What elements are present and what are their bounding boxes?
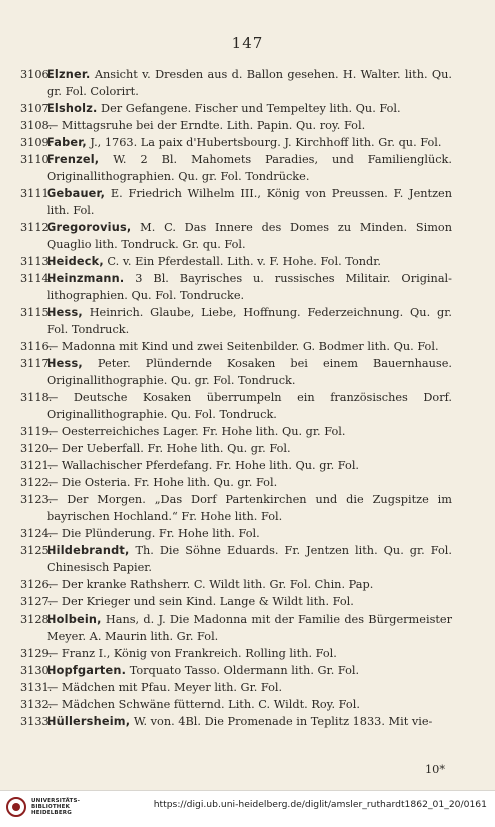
artist-name: Holbein, <box>47 612 102 626</box>
catalog-entries <box>20 66 452 730</box>
entry-text: — Franz I., König von Frankreich. Rolling lith. Fol. <box>47 646 337 660</box>
source-url-link[interactable]: https://digi.ub.uni-heidelberg.de/diglit/amsler_ruthardt1862_01_20/0161 <box>153 799 487 810</box>
entry-number: 3113. <box>20 255 53 269</box>
entry-number: 3118. <box>20 391 53 405</box>
entry-text: Peter. Plündernde Kosaken bei einem Bauernhause. Originallithographie. Qu. gr. Fol. Tondruck. <box>47 357 452 388</box>
catalog-entry <box>20 457 452 474</box>
entry-text: — Mädchen mit Pfau. Meyer lith. Gr. Fol. <box>47 680 283 694</box>
artist-name: Heinzmann. <box>47 272 125 286</box>
catalog-entry <box>20 645 452 662</box>
catalog-entry <box>20 542 452 576</box>
artist-name: Hildebrandt, <box>47 544 130 558</box>
sheet-signature: 10* <box>424 763 445 776</box>
library-name-line: BIBLIOTHEK <box>31 804 71 810</box>
entry-number: 3108. <box>20 119 53 133</box>
page-number: 147 <box>231 34 264 52</box>
entry-number: 3129. <box>20 646 53 660</box>
entry-number: 3121. <box>20 459 53 473</box>
catalog-entry <box>20 474 452 491</box>
catalog-entry <box>20 696 452 713</box>
entry-number: 3131. <box>20 680 53 694</box>
entry-number: 3112. <box>20 221 53 235</box>
catalog-entry <box>20 576 452 593</box>
entry-text: — Der Ueberfall. Fr. Hohe lith. Qu. gr. Fol. <box>47 442 291 456</box>
entry-text: C. v. Ein Pferdestall. Lith. v. F. Hohe. Fol. Tondr. <box>103 255 381 269</box>
viewer-footer <box>0 790 495 827</box>
entry-number: 3117. <box>20 357 53 371</box>
entry-number: 3133. <box>20 714 53 728</box>
entry-text: Hans, d. J. Die Madonna mit der Familie des Bürgermeister Meyer. A. Maurin lith. Gr. Fol. <box>47 612 452 643</box>
catalog-entry <box>20 423 452 440</box>
entry-text: E. Friedrich Wilhelm III., König von Preussen. F. Jentzen lith. Fol. <box>47 187 452 218</box>
entry-text: Th. Die Söhne Eduards. Fr. Jentzen lith. Qu. gr. Fol. Chinesisch Papier. <box>47 544 452 575</box>
entry-number: 3116. <box>20 340 53 354</box>
catalog-entry <box>20 270 452 304</box>
entry-number: 3125. <box>20 544 53 558</box>
catalog-entry <box>20 389 452 423</box>
catalog-entry <box>20 355 452 389</box>
entry-text: — Der Krieger und sein Kind. Lange & Wildt lith. Fol. <box>47 595 354 609</box>
catalog-entry <box>20 253 452 270</box>
artist-name: Hüllersheim, <box>47 714 131 728</box>
entry-number: 3120. <box>20 442 53 456</box>
artist-name: Elzner. <box>47 68 91 81</box>
catalog-entry <box>20 713 452 730</box>
entry-text: — Die Plünderung. Fr. Hohe lith. Fol. <box>47 527 260 541</box>
entry-text: W. von. 4Bl. Die Promenade in Teplitz 1833. Mit vie- <box>130 714 433 728</box>
entry-text: — Deutsche Kosaken überrumpeln ein französisches Dorf. Originallithographie. Qu. Fol. Tondruck. <box>47 391 452 422</box>
entry-text: Ansicht v. Dresden aus d. Ballon gesehen. H. Walter. lith. Qu. gr. Fol. Colorirt. <box>47 68 452 99</box>
entry-number: 3128. <box>20 612 53 626</box>
artist-name: Heideck, <box>47 255 104 269</box>
university-seal-icon <box>6 797 26 817</box>
entry-number: 3122. <box>20 476 53 490</box>
catalog-entry <box>20 662 452 679</box>
entry-number: 3132. <box>20 697 53 711</box>
entry-text: — Die Osteria. Fr. Hohe lith. Qu. gr. Fol. <box>47 476 278 490</box>
entry-number: 3109. <box>20 136 53 150</box>
artist-name: Hess, <box>47 306 83 320</box>
entry-text: — Mittagsruhe bei der Erndte. Lith. Papin. Qu. roy. Fol. <box>47 119 366 133</box>
entry-text: — Madonna mit Kind und zwei Seitenbilder. G. Bodmer lith. Qu. Fol. <box>47 340 439 354</box>
catalog-entry <box>20 679 452 696</box>
entry-text: J., 1763. La paix d'Hubertsbourg. J. Kirchhoff lith. Gr. qu. Fol. <box>86 136 442 150</box>
artist-name: Faber, <box>47 136 87 150</box>
catalog-entry <box>20 100 452 117</box>
entry-text: W. 2 Bl. Mahomets Paradies, und Familienglück. Originallithographien. Qu. gr. Fol. Tondrücke. <box>47 153 452 184</box>
catalog-entry <box>20 117 452 134</box>
entry-number: 3114. <box>20 272 53 286</box>
catalog-entry <box>20 440 452 457</box>
entry-text: Torquato Tasso. Oldermann lith. Gr. Fol. <box>126 663 360 677</box>
entry-number: 3107. <box>20 102 53 116</box>
entry-number: 3115. <box>20 306 53 320</box>
catalog-entry <box>20 134 452 151</box>
entry-text: Heinrich. Glaube, Liebe, Hoffnung. Federzeichnung. Qu. gr. Fol. Tondruck. <box>47 306 452 337</box>
catalog-entry <box>20 304 452 338</box>
catalog-entry <box>20 525 452 542</box>
entry-number: 3119. <box>20 425 53 439</box>
artist-name: Hess, <box>47 357 83 371</box>
catalog-entry <box>20 66 452 100</box>
entry-number: 3123. <box>20 493 53 507</box>
entry-text: 3 Bl. Bayrisches u. russisches Militair. Original-lithographien. Qu. Fol. Tondrucke. <box>47 272 452 303</box>
entry-number: 3106. <box>20 68 53 81</box>
entry-number: 3111. <box>20 187 53 201</box>
entry-number: 3127. <box>20 595 53 609</box>
catalog-entry <box>20 151 452 185</box>
catalog-entry <box>20 593 452 610</box>
library-name <box>31 798 80 816</box>
entry-number: 3126. <box>20 578 53 592</box>
entry-text: — Wallachischer Pferdefang. Fr. Hohe lith. Qu. gr. Fol. <box>47 459 360 473</box>
entry-number: 3130. <box>20 663 53 677</box>
entry-text: — Der kranke Rathsherr. C. Wildt lith. Gr. Fol. Chin. Pap. <box>47 578 374 592</box>
catalog-entry <box>20 611 452 645</box>
catalog-entry <box>20 185 452 219</box>
catalog-entry <box>20 219 452 253</box>
artist-name: Gregorovius, <box>47 221 132 235</box>
entry-number: 3124. <box>20 527 53 541</box>
artist-name: Hopfgarten. <box>47 663 127 677</box>
entry-number: 3110. <box>20 153 53 167</box>
entry-text: M. C. Das Innere des Domes zu Minden. Simon Quaglio lith. Tondruck. Gr. qu. Fol. <box>47 221 452 252</box>
artist-name: Frenzel, <box>47 153 100 167</box>
entry-text: — Oesterreichiches Lager. Fr. Hohe lith. Qu. gr. Fol. <box>47 425 346 439</box>
artist-name: Gebauer, <box>47 187 106 201</box>
catalog-entry <box>20 338 452 355</box>
entry-text: — Mädchen Schwäne fütternd. Lith. C. Wildt. Roy. Fol. <box>47 697 360 711</box>
entry-text: — Der Morgen. „Das Dorf Partenkirchen und die Zugspitze im bayrischen Hochland.“ Fr. Hohe lith. Fol. <box>47 493 452 524</box>
entry-text: Der Gefangene. Fischer und Tempeltey lith. Qu. Fol. <box>97 102 401 116</box>
library-name-line: HEIDELBERG <box>31 810 72 816</box>
library-name-line: UNIVERSITÄTS- <box>31 798 81 804</box>
catalog-entry <box>20 491 452 525</box>
artist-name: Elsholz. <box>47 102 98 116</box>
